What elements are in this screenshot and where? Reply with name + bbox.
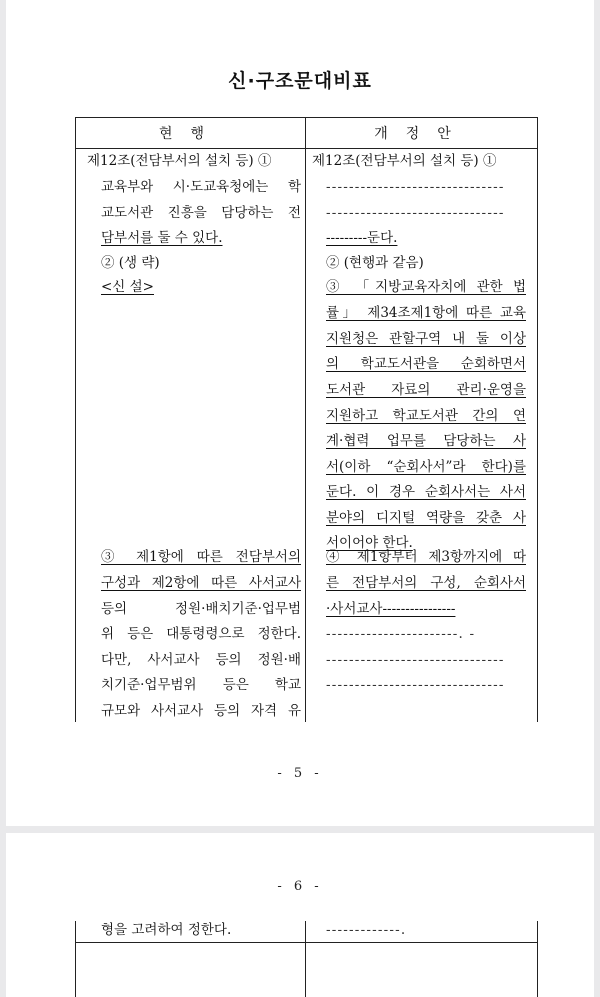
current-line: 교육부와 시·도교육청에는 학 bbox=[101, 179, 301, 195]
current-line: <신 설> bbox=[101, 279, 154, 295]
column-divider bbox=[305, 921, 306, 997]
proposed-line: 른 전담부서의 구성, 순회사서 bbox=[326, 575, 526, 591]
proposed-line: 서이어야 한다. bbox=[326, 535, 413, 551]
proposed-line: ④ 제1항부터 제3항까지에 따 bbox=[326, 549, 526, 565]
current-line: 구성과 제2항에 따른 사서교사 bbox=[101, 575, 301, 591]
proposed-line: 지원하고 학교도서관 간의 연 bbox=[326, 408, 526, 424]
proposed-line: 둔다. 이 경우 순회사서는 사서 bbox=[326, 484, 526, 500]
proposed-line: 지원청은 관할구역 내 둘 이상 bbox=[326, 331, 526, 347]
current-line: 교도서관 진흥을 담당하는 전 bbox=[101, 205, 301, 221]
proposed-line: 제12조(전담부서의 설치 등) ① bbox=[312, 153, 497, 169]
header-proposed: 개정안 bbox=[374, 126, 469, 142]
page-number: - 5 - bbox=[277, 766, 323, 781]
proposed-line: ② (현행과 같음) bbox=[326, 255, 424, 271]
document-page-5 bbox=[6, 0, 594, 826]
proposed-line: 분야의 디지털 역량을 갖춘 사 bbox=[326, 510, 526, 526]
proposed-line: 의 학교도서관을 순회하면서 bbox=[326, 356, 526, 372]
proposed-line: -------------. bbox=[326, 922, 407, 938]
proposed-line: 계·협력 업무를 담당하는 사 bbox=[326, 433, 526, 449]
proposed-line: 도서관 자료의 관리·운영을 bbox=[326, 382, 526, 398]
proposed-line: ·사서교사---------------- bbox=[326, 601, 456, 617]
proposed-line: ------------------------------- bbox=[326, 677, 505, 693]
proposed-line: -----------------------. - bbox=[326, 626, 476, 642]
table-bottom-border bbox=[76, 942, 537, 943]
current-line: ③ 제1항에 따른 전담부서의 bbox=[101, 549, 301, 565]
page-number: - 6 - bbox=[277, 879, 323, 894]
current-line: 규모와 사서교사 등의 자격 유 bbox=[101, 703, 301, 719]
current-line: 치기준·업무범위 등은 학교 bbox=[101, 677, 301, 693]
column-divider bbox=[305, 118, 306, 722]
header-divider bbox=[76, 148, 537, 149]
header-current: 현행 bbox=[158, 126, 223, 142]
document-title: 신·구조문대비표 bbox=[228, 70, 372, 92]
current-line: 형을 고려하여 정한다. bbox=[101, 922, 232, 938]
current-line: 위 등은 대통령령으로 정한다. bbox=[101, 626, 301, 642]
current-line: 담부서를 둘 수 있다. bbox=[101, 230, 223, 246]
current-line: 등의 정원·배치기준·업무범 bbox=[101, 601, 301, 617]
proposed-line: ③ 「지방교육자치에 관한 법 bbox=[326, 279, 526, 295]
current-line: 제12조(전담부서의 설치 등) ① bbox=[87, 153, 272, 169]
document-page-6 bbox=[6, 833, 594, 997]
proposed-line: 서(이하 “순회사서”라 한다)를 bbox=[326, 459, 526, 475]
proposed-line: ------------------------------- bbox=[326, 205, 505, 221]
current-line: 다만, 사서교사 등의 정원·배 bbox=[101, 652, 301, 668]
comparison-table bbox=[75, 117, 538, 722]
comparison-table-continued bbox=[75, 921, 538, 997]
proposed-line: ---------둔다. bbox=[326, 230, 398, 246]
current-line: ② (생 략) bbox=[101, 255, 160, 271]
proposed-line: ------------------------------- bbox=[326, 179, 505, 195]
proposed-line: ------------------------------- bbox=[326, 652, 505, 668]
proposed-line: 률」 제34조제1항에 따른 교육 bbox=[326, 305, 526, 321]
